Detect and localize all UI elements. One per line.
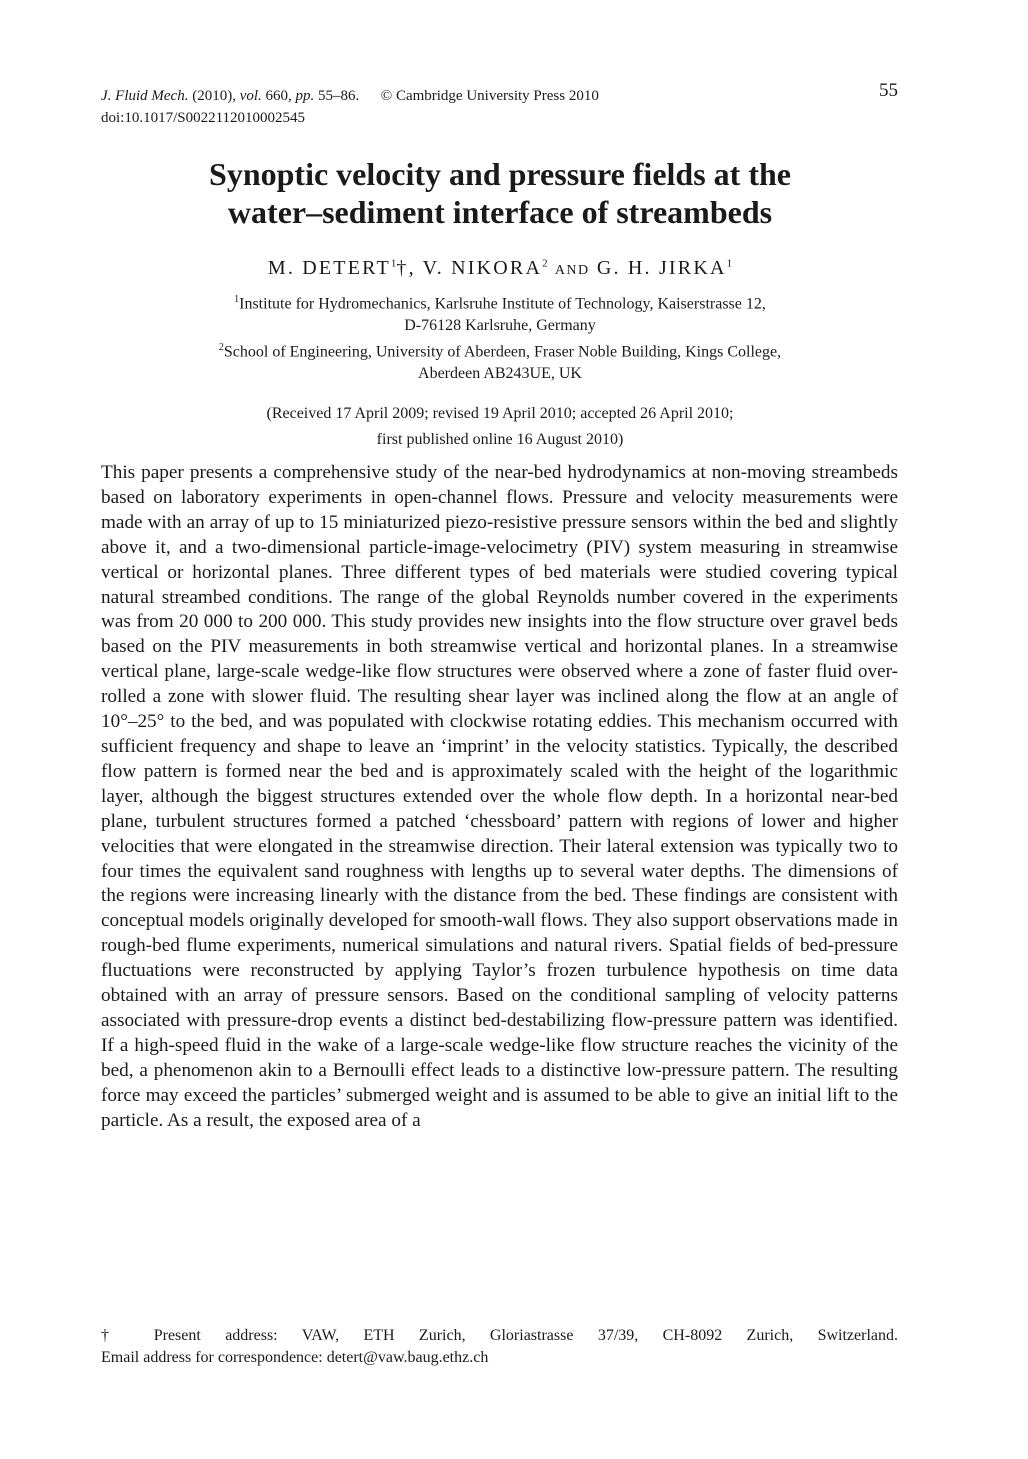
volume: 660, xyxy=(265,88,292,104)
journal-year: (2010), xyxy=(192,88,236,104)
author-2: V. NIKORA xyxy=(422,257,543,279)
page-number: 55 xyxy=(879,80,898,101)
title-line-1: Synoptic velocity and pressure fields at the xyxy=(209,156,791,192)
footnote-address: † Present address: VAW, ETH Zurich, Gloriastrasse 37/39, CH-8092 Zurich, Switzerland. xyxy=(101,1327,898,1344)
affiliation-2-line-1: School of Engineering, University of Aberdeen, Fraser Noble Building, Kings College, xyxy=(223,343,782,361)
received-line-2: first published online 16 August 2010) xyxy=(376,431,624,448)
author-conjunction: AND xyxy=(554,263,590,278)
abstract-text: This paper presents a comprehensive study of the near-bed hydrodynamics at non-moving streambeds based on laboratory experiments in open-channel flows. Pressure and velocity measurements were made with an array of up to 15 miniaturized piezo-resistive pressure sensors within the bed and slightly above it, and a two-dimensional particle-image-velocimetry (PIV) system measuring in streamwise vertical or horizontal planes. Three different types of bed materials were studied covering typical natural streambed conditions. The range of the global Reynolds number covered in the experiments was from 20 000 to 200 000. This study provides new insights into the flow structure over gravel beds based on the PIV measurements in both streamwise vertical and horizontal planes. In a streamwise vertical plane, large-scale wedge-like flow structures were observed where a zone of faster fluid over-rolled a zone with slower fluid. The resulting shear layer was inclined along the flow at an angle of 10°–25° to the bed, and was populated with clockwise rotating eddies. This mechanism occurred with sufficient frequency and shape to leave an ‘imprint’ in the velocity statistics. Typically, the described flow pattern is formed near the bed and is approximately scaled with the height of the logarithmic layer, although the biggest structures extended over the whole flow depth. In a horizontal near-bed plane, turbulent structures formed a patched ‘chessboard’ pattern with regions of lower and higher velocities that were elongated in the streamwise direction. Their lateral extension was typically two to four times the equivalent sand roughness with lengths up to several water depths. The dimensions of the regions were increasing linearly with the distance from the bed. These findings are consistent with conceptual models originally developed for smooth-wall flows. They also support observations made in rough-bed flume experiments, numerical simulations and natural rivers. Spatial fields of bed-pressure fluctuations were reconstructed by applying Taylor’s frozen turbulence hypothesis on time data obtained with an array of pressure sensors. Based on the conditional sampling of velocity patterns associated with pressure-drop events a distinct bed-destabilizing flow-pressure pattern was identified. If a high-speed fluid in the wake of a large-scale wedge-like flow structure reaches the vicinity of the bed, a phenomenon akin to a Bernoulli effect leads to a distinctive low-pressure pattern. The resulting force may exceed the particles’ submerged weight and is assumed to be able to give an initial lift to the particle. As a result, the exposed area of a xyxy=(101,462,898,1131)
author-1-mark: †, xyxy=(396,257,416,279)
affiliation-1-sup: 1 xyxy=(234,294,240,305)
paper-title xyxy=(0,155,1000,231)
affiliation-2 xyxy=(0,337,1000,385)
author-3-affil: 1 xyxy=(726,257,733,270)
pages-label: pp. xyxy=(295,88,315,104)
abstract xyxy=(101,461,898,1133)
affiliation-1 xyxy=(0,289,1000,337)
footnote xyxy=(101,1325,898,1369)
page-range: 55–86. xyxy=(318,88,360,104)
author-list xyxy=(0,257,1000,280)
affiliation-1-line-2: D-76128 Karlsruhe, Germany xyxy=(404,317,596,335)
author-1: M. DETERT xyxy=(267,257,391,279)
author-3: G. H. JIRKA xyxy=(596,257,727,279)
affiliation-1-line-1: Institute for Hydromechanics, Karlsruhe Institute of Technology, Kaiserstrasse 12, xyxy=(239,295,766,313)
received-dates xyxy=(0,401,1000,453)
author-1-affil: 1 xyxy=(390,257,397,270)
affiliation-2-sup: 2 xyxy=(218,342,224,353)
running-header xyxy=(101,85,599,129)
journal-name: J. Fluid Mech. xyxy=(101,88,189,104)
copyright: © Cambridge University Press 2010 xyxy=(380,88,599,104)
doi: doi:10.1017/S0022112010002545 xyxy=(101,110,306,126)
received-line-1: (Received 17 April 2009; revised 19 April 2010; accepted 26 April 2010; xyxy=(266,405,734,422)
footnote-email: Email address for correspondence: detert@vaw.baug.ethz.ch xyxy=(101,1349,489,1366)
volume-label: vol. xyxy=(239,88,262,104)
author-2-affil: 2 xyxy=(542,257,548,270)
title-line-2: water–sediment interface of streambeds xyxy=(227,194,773,230)
affiliation-2-line-2: Aberdeen AB243UE, UK xyxy=(418,365,582,383)
